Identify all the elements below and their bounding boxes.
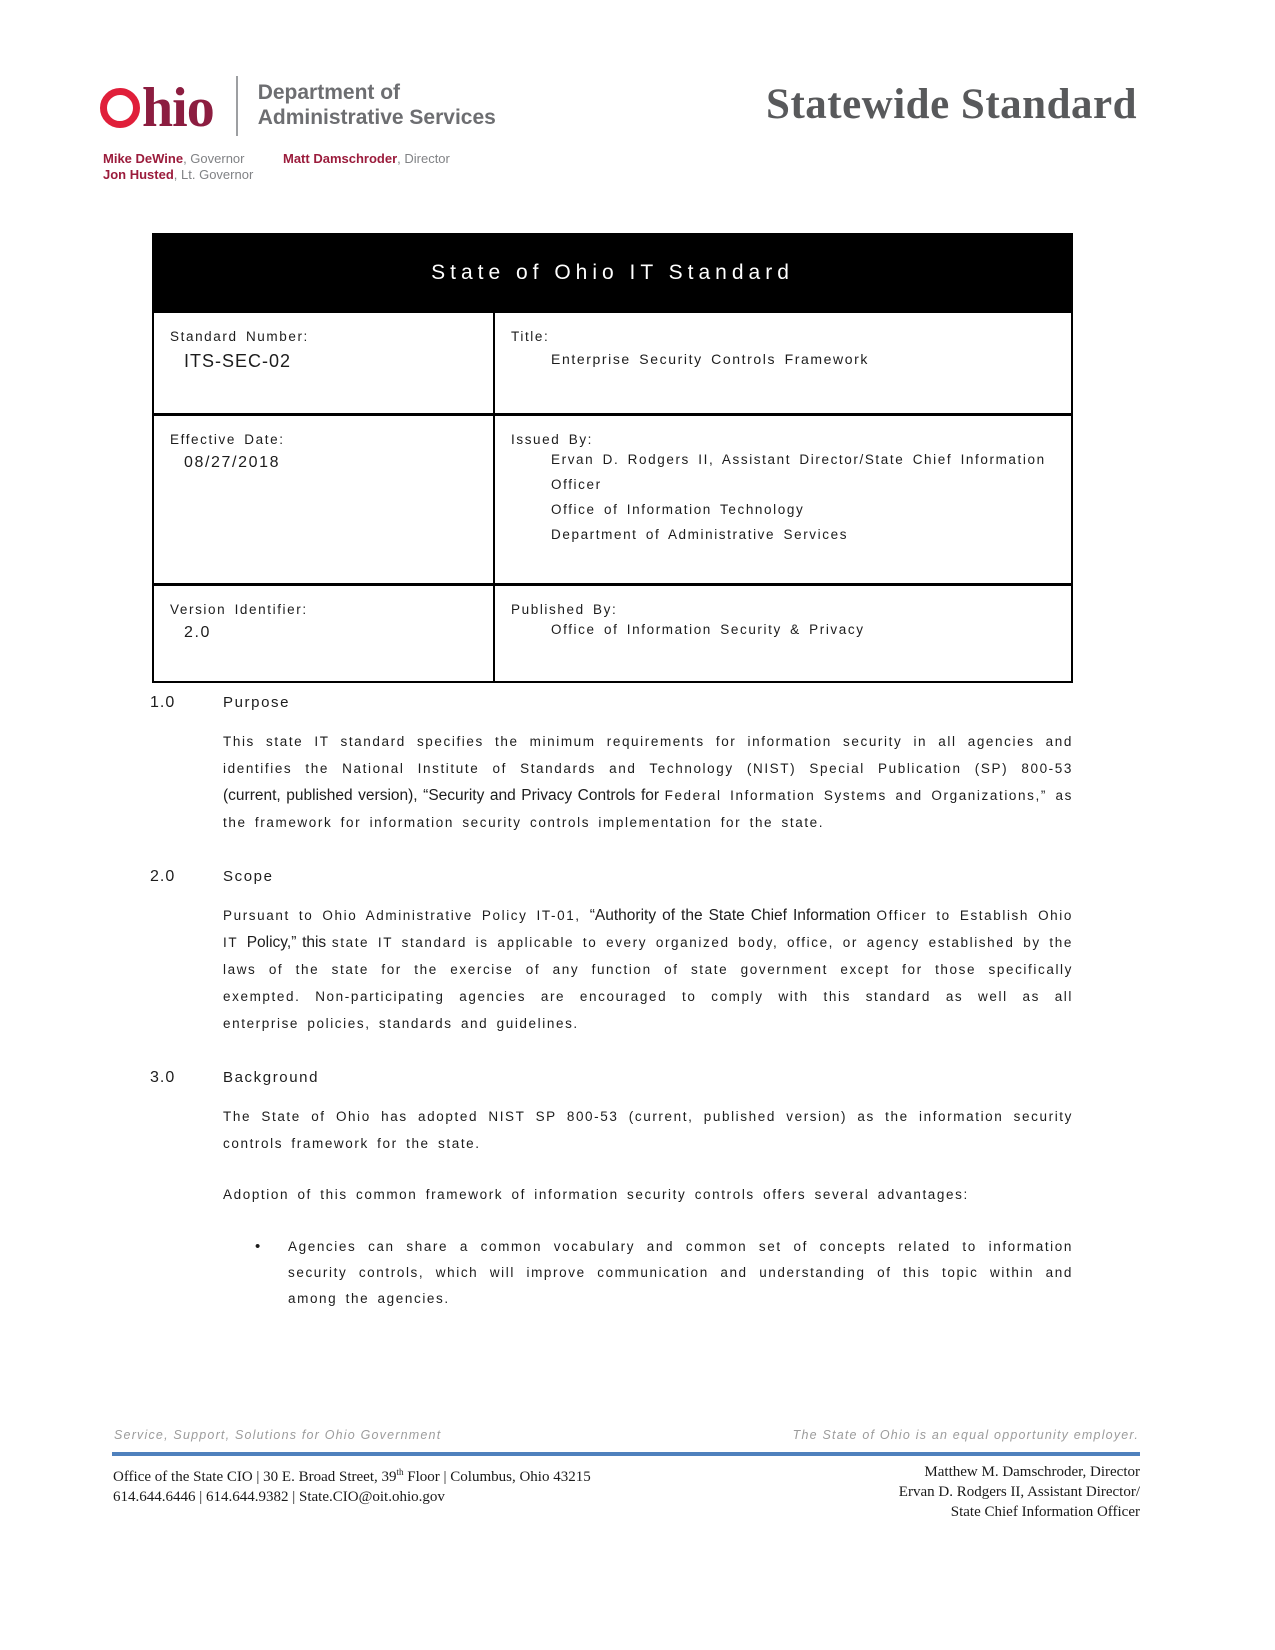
section-number: 3.0 <box>150 1069 176 1086</box>
version-label: Version Identifier: <box>170 602 308 617</box>
footer-taglines <box>114 1428 1139 1442</box>
governor-block <box>103 151 253 183</box>
footer-divider-rule <box>112 1452 1140 1456</box>
published-by-label: Published By: <box>511 602 618 617</box>
lt-governor-title: , Lt. Governor <box>173 167 254 182</box>
ohio-logo-o-ring-icon <box>100 88 140 128</box>
section-heading <box>150 1069 1073 1087</box>
footer-tagline-left: Service, Support, Solutions for Ohio Government <box>114 1428 442 1442</box>
section-background <box>150 1069 1073 1312</box>
advantages-list <box>150 1234 1073 1312</box>
footer-official-line: Matthew M. Damschroder, Director <box>924 1464 1140 1480</box>
table-title: State of Ohio IT Standard <box>154 235 1071 310</box>
issued-by-line: Office of Information Technology <box>551 502 805 517</box>
section-title: Scope <box>223 868 274 885</box>
effective-date-value: 08/27/2018 <box>184 454 281 471</box>
page-title: Statewide Standard <box>766 81 1137 128</box>
standard-number-cell <box>154 313 495 413</box>
table-row <box>154 310 1071 413</box>
paragraph: The State of Ohio has adopted NIST SP 800-53 (current, published version) as the information security controls framework for the state. <box>223 1109 1073 1151</box>
version-cell <box>154 586 495 681</box>
section-scope <box>150 868 1073 1037</box>
section-number: 1.0 <box>150 694 176 711</box>
section-title: Purpose <box>223 694 291 711</box>
version-value: 2.0 <box>184 624 212 641</box>
director-name: Matt Damschroder <box>283 151 398 166</box>
footer-info <box>113 1462 1140 1522</box>
director-block <box>283 151 450 167</box>
effective-date-label: Effective Date: <box>170 432 285 447</box>
section-purpose <box>150 694 1073 836</box>
footer-address-line: Office of the State CIO | 30 E. Broad Street, 39th Floor | Columbus, Ohio 43215 <box>113 1467 591 1485</box>
paragraph: This state IT standard specifies the minimum requirements for information security in all agencies and identifies the National Institute of Standards and Technology (NIST) Special Publication (SP) 800-53 (current, published version), “Security and Privacy Controls for Federal Information Systems and Organizations,” as the framework for information security controls implementation for the state. <box>223 734 1073 830</box>
director-title: , Director <box>397 151 450 166</box>
department-line-2: Administrative Services <box>257 106 496 129</box>
masthead-divider <box>236 76 238 136</box>
lt-governor-name: Jon Husted <box>103 167 174 182</box>
title-cell <box>495 313 1071 413</box>
section-heading <box>150 868 1073 886</box>
section-number: 2.0 <box>150 868 176 885</box>
footer-contact-line: 614.644.6446 | 614.644.9382 | State.CIO@oit.ohio.gov <box>113 1489 445 1505</box>
issued-by-label: Issued By: <box>511 432 594 447</box>
list-item <box>255 1234 1073 1312</box>
bullet-icon: • <box>255 1238 261 1255</box>
document-body <box>150 694 1073 1312</box>
governor-name: Mike DeWine <box>103 151 184 166</box>
list-item-text: Agencies can share a common vocabulary and common set of concepts related to information security controls, which will improve communication and understanding of this topic within and among the agencies. <box>288 1239 1073 1306</box>
table-row <box>154 583 1071 681</box>
masthead <box>100 72 496 144</box>
governor-title: , Governor <box>183 151 245 166</box>
paragraph: Pursuant to Ohio Administrative Policy IT-01, “Authority of the State Chief Information Officer to Establish Ohio IT Policy,” this state IT standard is applicable to every organized body, office, or agency established by the laws of the state for the exercise of any function of state government except for those specifically exempted. Non-participating agencies are encouraged to comply with this standard as well as all enterprise policies, standards and guidelines. <box>223 907 1073 1031</box>
paragraph: Adoption of this common framework of information security controls offers several advantages: <box>223 1187 969 1202</box>
standard-number-label: Standard Number: <box>170 329 309 344</box>
table-row <box>154 413 1071 583</box>
standard-info-table <box>152 233 1073 683</box>
issued-by-line: Ervan D. Rodgers II, Assistant Director/State Chief Information Officer <box>551 452 1046 492</box>
department-line-1: Department of <box>257 81 401 104</box>
governor-line <box>103 151 253 167</box>
issued-by-line: Department of Administrative Services <box>551 527 849 542</box>
title-value: Enterprise Security Controls Framework <box>551 351 869 367</box>
ohio-logo <box>100 72 214 144</box>
section-title: Background <box>223 1069 320 1086</box>
effective-date-cell <box>154 416 495 583</box>
director-line <box>283 151 450 167</box>
issued-by-cell <box>495 416 1071 583</box>
department-name <box>258 72 496 130</box>
ohio-logo-text: hio <box>142 77 214 139</box>
published-by-value: Office of Information Security & Privacy <box>551 622 865 637</box>
footer-official-line: Ervan D. Rodgers II, Assistant Director/ <box>898 1484 1140 1500</box>
footer-official-line: State Chief Information Officer <box>950 1504 1140 1520</box>
footer-tagline-right: The State of Ohio is an equal opportunity employer. <box>792 1428 1139 1442</box>
standard-number-value: ITS-SEC-02 <box>184 351 292 371</box>
title-label: Title: <box>511 329 550 344</box>
footer-address-block <box>113 1462 591 1522</box>
published-by-cell <box>495 586 1071 681</box>
section-heading <box>150 694 1073 712</box>
footer-officials-block <box>899 1462 1140 1522</box>
lt-governor-line <box>103 167 253 183</box>
